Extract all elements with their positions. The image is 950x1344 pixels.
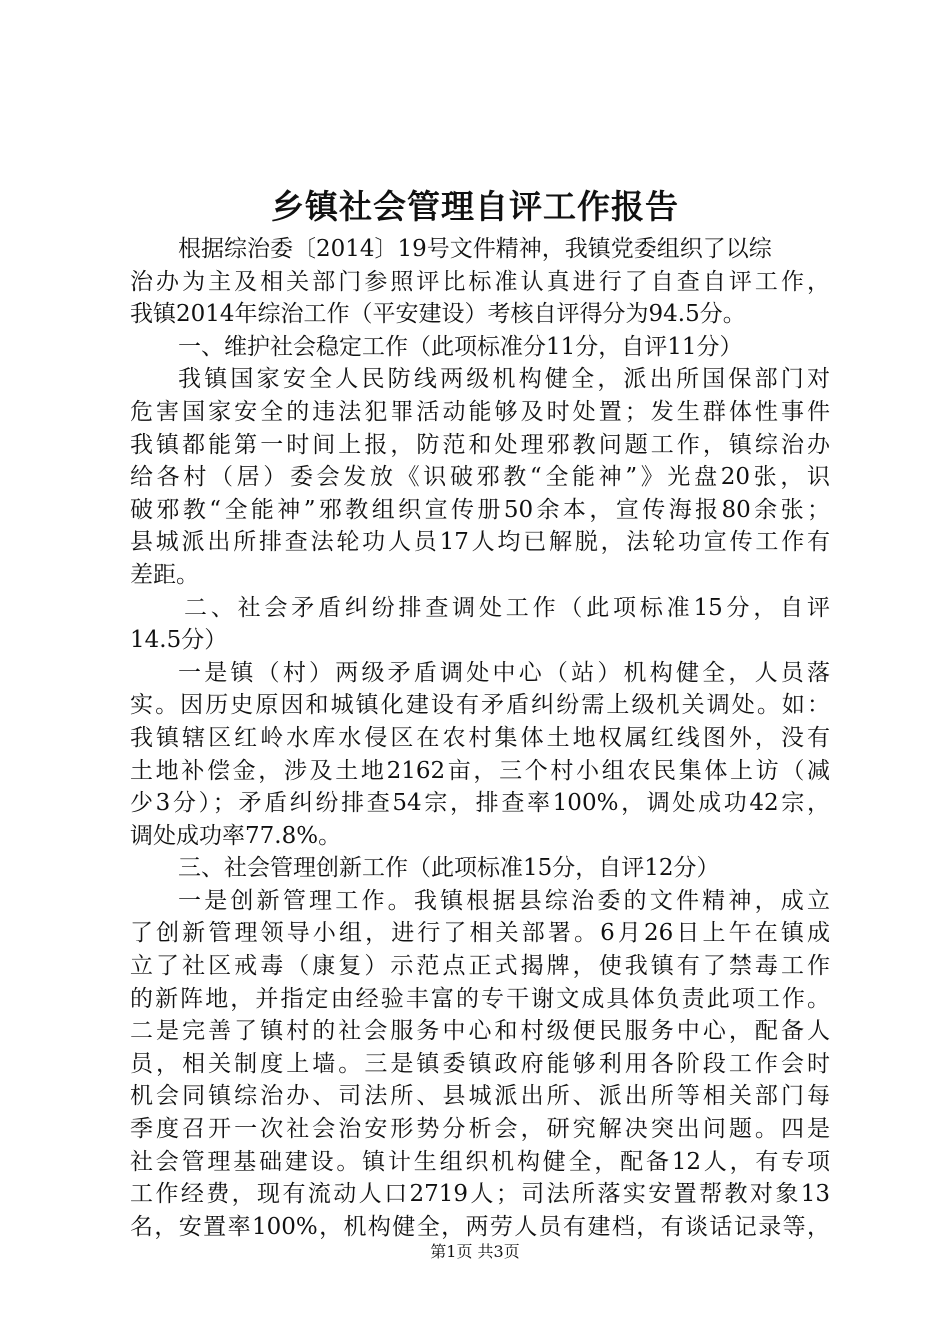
- section-heading: 三、社会管理创新工作（此项标准15分，自评12分）: [178, 855, 720, 882]
- text-line: 少3分）；矛盾纠纷排查54宗，排查率100%，调处成功42宗，: [130, 790, 830, 817]
- text-line: 我镇2014年综治工作（平安建设）考核自评得分为94.5分。: [130, 301, 746, 328]
- section-heading: 14.5分）: [130, 627, 228, 654]
- text-line: 我镇国家安全人民防线两级机构健全，派出所国保部门对: [178, 366, 830, 393]
- text-line: 根据综治委〔2014〕19号文件精神，我镇党委组织了以综: [178, 236, 772, 262]
- text-line: 员，相关制度上墙。三是镇委镇政府能够利用各阶段工作会时: [130, 1050, 830, 1077]
- text-line: 我镇辖区红岭水库水侵区在农村集体土地权属红线图外，没有: [130, 724, 830, 751]
- text-line: 破邪教“全能神”邪教组织宣传册50余本，宣传海报80余张；: [130, 496, 830, 523]
- text-line: 二是完善了镇村的社会服务中心和村级便民服务中心，配备人: [130, 1018, 830, 1045]
- text-line: 了创新管理领导小组，进行了相关部署。6月26日上午在镇成: [130, 920, 830, 947]
- document-body: [130, 233, 830, 1243]
- section-heading: 二、社会矛盾纠纷排查调处工作（此项标准15分，自评: [184, 594, 830, 621]
- text-line: 工作经费，现有流动人口2719人；司法所落实安置帮教对象13: [130, 1181, 830, 1208]
- text-line: 机会同镇综治办、司法所、县城派出所、派出所等相关部门每: [130, 1083, 830, 1110]
- text-line: 土地补偿金，涉及土地2162亩，三个村小组农民集体上访（减: [130, 757, 830, 784]
- text-line: 调处成功率77.8%。: [130, 822, 342, 849]
- text-line: 的新阵地，并指定由经验丰富的专干谢文成具体负责此项工作。: [130, 985, 830, 1012]
- section-heading: 一、维护社会稳定工作（此项标准分11分，自评11分）: [178, 333, 743, 360]
- text-line: 社会管理基础建设。镇计生组织机构健全，配备12人，有专项: [130, 1148, 830, 1175]
- text-line: 危害国家安全的违法犯罪活动能够及时处置；发生群体性事件: [130, 398, 830, 425]
- text-line: 季度召开一次社会治安形势分析会，研究解决突出问题。四是: [130, 1116, 830, 1143]
- text-line: 给各村（居）委会发放《识破邪教“全能神”》光盘20张，识: [130, 464, 830, 491]
- text-line: 我镇都能第一时间上报，防范和处理邪教问题工作，镇综治办: [130, 431, 830, 458]
- text-line: 一是创新管理工作。我镇根据县综治委的文件精神，成立: [178, 887, 830, 914]
- text-line: 名，安置率100%，机构健全，两劳人员有建档，有谈话记录等，: [130, 1213, 830, 1240]
- text-line: 实。因历史原因和城镇化建设有矛盾纠纷需上级机关调处。如：: [130, 692, 830, 719]
- text-line: 立了社区戒毒（康复）示范点正式揭牌，使我镇有了禁毒工作: [130, 953, 830, 980]
- document-title: 乡镇社会管理自评工作报告: [271, 187, 679, 226]
- text-line: 县城派出所排查法轮功人员17人均已解脱，法轮功宣传工作有: [130, 529, 830, 556]
- text-line: 差距。: [130, 561, 199, 588]
- text-line: 治办为主及相关部门参照评比标准认真进行了自查自评工作，: [130, 268, 830, 295]
- text-line: 一是镇（村）两级矛盾调处中心（站）机构健全，人员落: [178, 659, 830, 686]
- page-number-footer: 第1页 共3页: [430, 1242, 520, 1261]
